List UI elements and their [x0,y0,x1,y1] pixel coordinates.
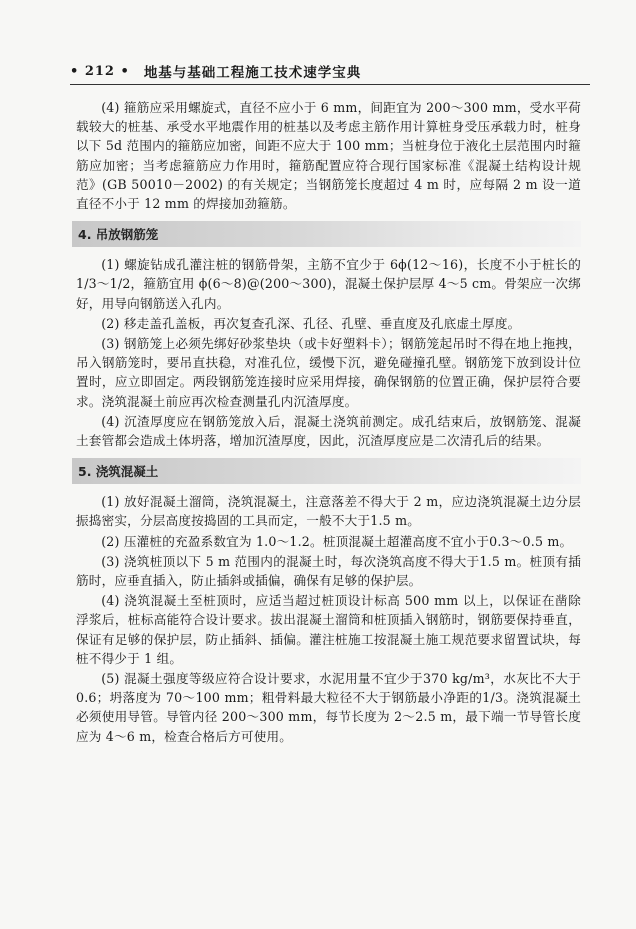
paragraph-stirrup: (4) 箍筋应采用螺旋式，直径不应小于 6 mm，间距宜为 200～300 mm，受水平荷载较大的桩基、承受水平地震作用的桩基以及考虑主筋作用计算桩身受压承载力时，桩身以下 5d 范围内的箍筋应加密，间距不应大于 100 mm；当桩身位于液化土层范围内时箍筋应加密；当考虑箍筋应力作用时，箍筋配置应符合现行国家标准《混凝土结构设计规范》(GB 50010－2002) 的有关规定；当钢筋笼长度超过 4 m 时，应每隔 2 m 设一道直径不小于 12 mm 的焊接加劲箍筋。 [76,100,581,212]
paragraph: (3) 浇筑桩顶以下 5 m 范围内的混凝土时，每次浇筑高度不得大于1.5 m。桩顶有插筋时，应垂直插入，防止插斜或插偏，确保有足够的保护层。 [76,553,581,589]
page-body [76,98,581,747]
book-title: 地基与基础工程施工技术速学宝典 [143,65,362,81]
running-header [70,58,590,85]
paragraph: (2) 移走盖孔盖板，再次复查孔深、孔径、孔壁、垂直度及孔底虚土厚度。 [101,315,521,331]
section-heading-hoist-cage: 4. 吊放钢筋笼 [72,221,581,247]
paragraph: (1) 螺旋钻成孔灌注桩的钢筋骨架，主筋不宜少于 6ϕ(12～16)，长度不小于桩长的 1/3～1/2，箍筋宜用 ϕ(6～8)@(200～300)，混凝土保护层厚 4～5 cm。骨架应一次绑好，用导向钢筋送入孔内。 [76,257,581,311]
paragraph: (3) 钢筋笼上必须先绑好砂浆垫块（或卡好塑料卡）；钢筋笼起吊时不得在地上拖拽，吊入钢筋笼时，要吊直扶稳，对准孔位，缓慢下沉，避免碰撞孔壁。钢筋笼下放到设计位置时，应立即固定。两段钢筋笼连接时应采用焊接，确保钢筋的位置正确，保护层符合要求。浇筑混凝土前应再次检查测量孔内沉渣厚度。 [76,336,581,409]
paragraph: (4) 浇筑混凝土至桩顶时，应适当超过桩顶设计标高 500 mm 以上，以保证在凿除浮浆后，桩标高能符合设计要求。拔出混凝土溜筒和桩顶插入钢筋时，钢筋要保持垂直，保证有足够的保护层，防止插斜、插偏。灌注桩施工按混凝土施工规范要求留置试块，每桩不得少于 1 组。 [76,593,581,666]
section-heading-pour-concrete: 5. 浇筑混凝土 [72,458,581,484]
paragraph: (1) 放好混凝土溜筒，浇筑混凝土，注意落差不得大于 2 m，应边浇筑混凝土边分层振捣密实，分层高度按捣固的工具而定，一般不大于1.5 m。 [76,494,581,529]
paragraph: (4) 沉渣厚度应在钢筋笼放入后，混凝土浇筑前测定。成孔结束后，放钢筋笼、混凝土套管都会造成土体坍落，增加沉渣厚度，因此，沉渣厚度应是二次清孔后的结果。 [76,413,581,449]
paragraph: (5) 混凝土强度等级应符合设计要求，水泥用量不宜少于370 kg/m³，水灰比不大于 0.6；坍落度为 70～100 mm；粗骨料最大粒径不大于钢筋最小净距的1/3。浇筑混凝土必须使用导管。导管内径 200～300 mm，每节长度为 2～2.5 m，最下端一节导管长度应为 4～6 m，检查合格后方可使用。 [76,671,581,744]
paragraph: (2) 压灌桩的充盈系数宜为 1.0～1.2。桩顶混凝土超灌高度不宜小于0.3～0.5 m。 [101,533,573,549]
page-number: • 212 • [70,63,130,79]
